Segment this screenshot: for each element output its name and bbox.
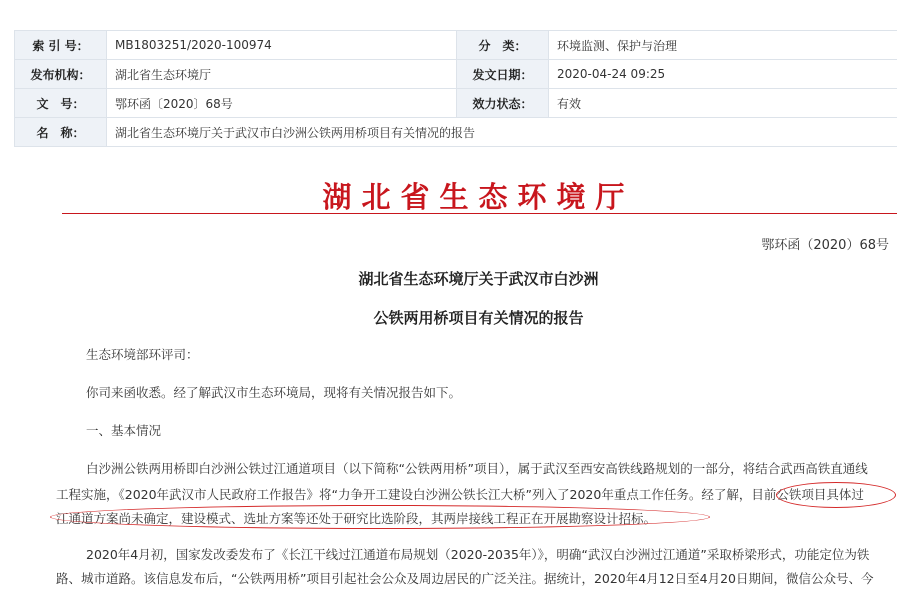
date-label: 发文日期： <box>457 60 549 89</box>
meta-row-docnum <box>15 89 897 118</box>
docnum-value: 鄂环函〔2020〕68号 <box>107 89 457 118</box>
meta-row-name <box>15 118 897 147</box>
paragraph-2-line-2: 路、城市道路。该信息发布后，“公铁两用桥”项目引起社会公众及周边居民的广泛关注。据统计，2020年4月12日至4月20日期间，微信公众号、今 <box>56 566 896 591</box>
meta-row-index <box>15 31 897 60</box>
paragraph-1-line-2: 工程实施，《2020年武汉市人民政府工作报告》将“力争开工建设白沙洲公铁长江大桥”列入了2020年重点工作任务。经了解，目前公铁项目具体过 <box>56 482 896 507</box>
salutation: 生态环境部环评司： <box>56 342 897 367</box>
red-masthead-title: 湖北省生态环境厅 <box>60 180 897 214</box>
paragraph-1-line-1: 白沙洲公铁两用桥即白沙洲公铁过江通道项目（以下简称“公铁两用桥”项目），属于武汉至西安高铁线路规划的一部分，将结合武西高铁直通线 <box>56 456 897 481</box>
document-title-line-1: 湖北省生态环境厅关于武汉市白沙洲 <box>60 268 897 289</box>
masthead-divider <box>62 213 897 214</box>
document-number: 鄂环函（2020）68号 <box>761 234 889 253</box>
intro-paragraph: 你司来函收悉。经了解武汉市生态环境局，现将有关情况报告如下。 <box>56 380 897 405</box>
category-label: 分 类： <box>457 31 549 60</box>
name-label: 名 称： <box>15 118 107 147</box>
highlight-ellipse-annotation <box>50 505 710 529</box>
index-value: MB1803251/2020-100974 <box>107 31 457 60</box>
publisher-value: 湖北省生态环境厅 <box>107 60 457 89</box>
name-value: 湖北省生态环境厅关于武汉市白沙洲公铁两用桥项目有关情况的报告 <box>107 118 897 147</box>
document-metadata-table <box>14 30 897 147</box>
paragraph-1-line-3: 江通道方案尚未确定，建设模式、选址方案等还处于研究比选阶段，其两岸接线工程正在开展勘察设计招标。 <box>56 506 896 531</box>
status-value: 有效 <box>549 89 897 118</box>
category-value: 环境监测、保护与治理 <box>549 31 897 60</box>
document-title-line-2: 公铁两用桥项目有关情况的报告 <box>60 307 897 328</box>
docnum-label: 文 号： <box>15 89 107 118</box>
date-value: 2020-04-24 09:25 <box>549 60 897 89</box>
publisher-label: 发布机构： <box>15 60 107 89</box>
meta-row-publisher <box>15 60 897 89</box>
section-heading-basic-info: 一、基本情况 <box>56 418 897 443</box>
highlight-ellipse-annotation <box>776 482 896 508</box>
status-label: 效力状态： <box>457 89 549 118</box>
index-label: 索 引 号： <box>15 31 107 60</box>
paragraph-2-line-1: 2020年4月初，国家发改委发布了《长江干线过江通道布局规划（2020-2035年）》，明确“武汉白沙洲过江通道”采取桥梁形式，功能定位为铁 <box>56 542 897 567</box>
